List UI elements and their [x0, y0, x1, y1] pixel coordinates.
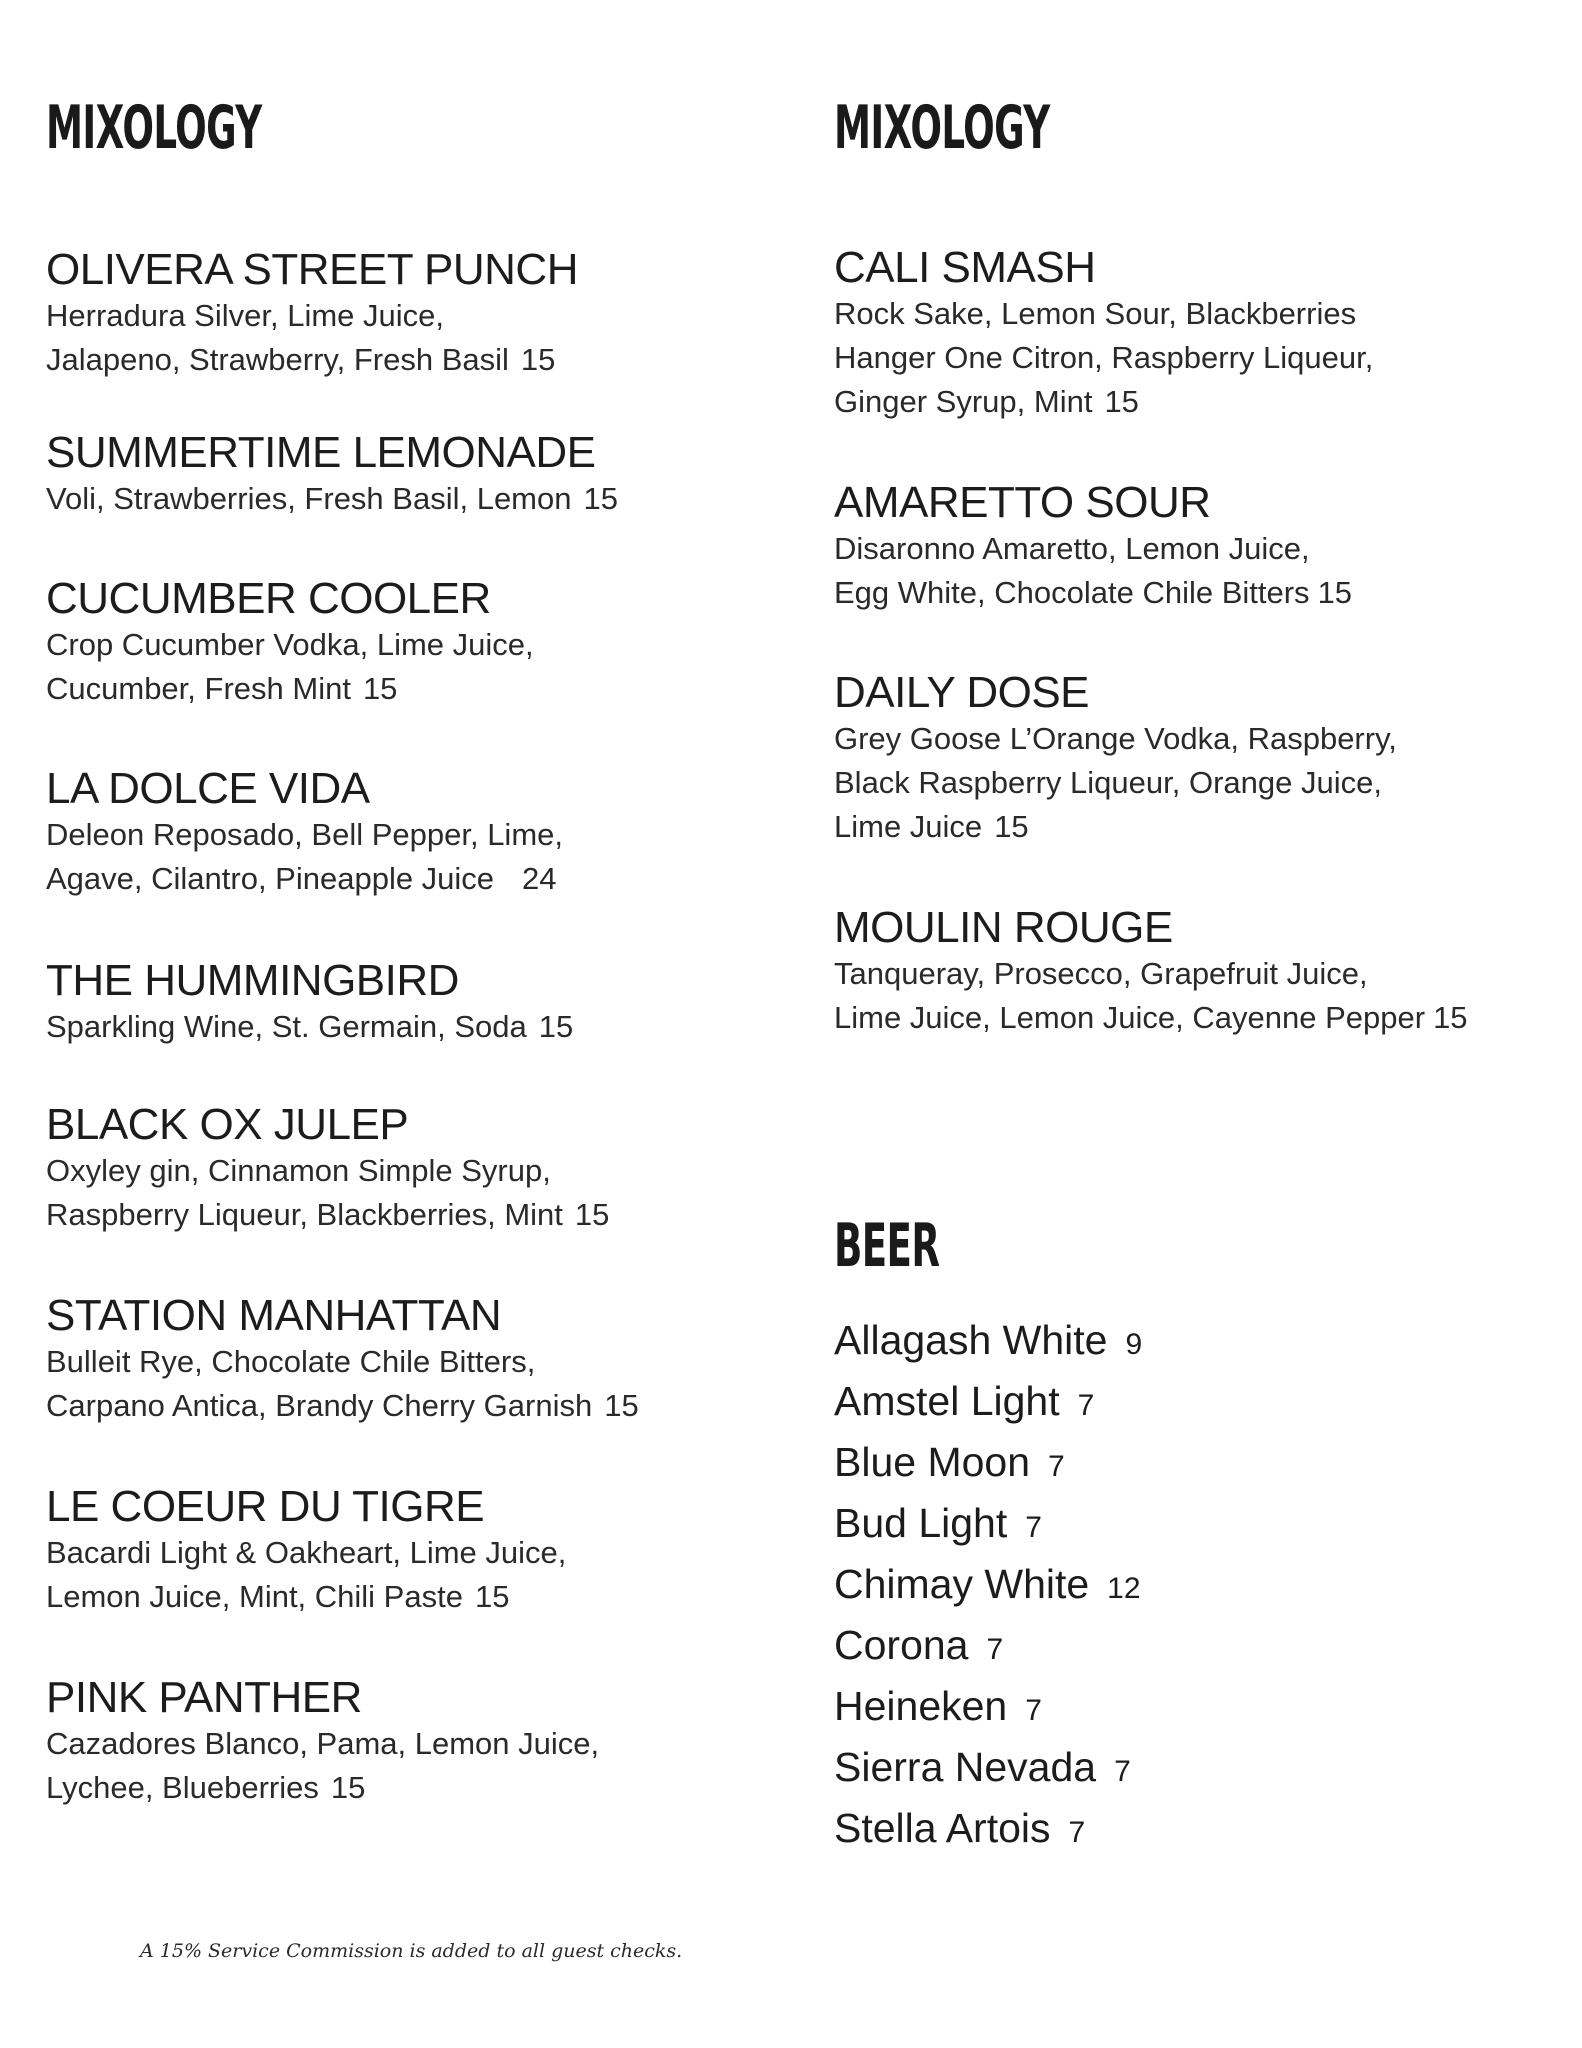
- menu-item-description: [834, 952, 1534, 1040]
- menu-item-name: BLACK OX JULEP: [46, 1100, 409, 1149]
- beer-item: [834, 1556, 1434, 1617]
- beer-item: [834, 1373, 1434, 1434]
- beer-item: [834, 1739, 1434, 1800]
- description-line: Cazadores Blanco, Pama, Lemon Juice,: [46, 1726, 600, 1761]
- service-commission-note: A 15% Service Commission is added to all guest checks.: [140, 1940, 683, 1962]
- menu-item-price: 24: [522, 861, 557, 896]
- menu-item-description: [834, 292, 1534, 424]
- description-line: Bulleit Rye, Chocolate Chile Bitters,: [46, 1344, 536, 1379]
- description-line: Oxyley gin, Cinnamon Simple Syrup,: [46, 1153, 551, 1188]
- menu-item-amaretto-sour: [834, 477, 1534, 615]
- description-line: Carpano Antica, Brandy Cherry Garnish: [46, 1388, 593, 1423]
- menu-item-station-manhattan: [46, 1290, 746, 1428]
- beer-price: 9: [1125, 1328, 1143, 1361]
- beer-price: 7: [1077, 1389, 1095, 1422]
- menu-item-name: AMARETTO SOUR: [834, 478, 1211, 527]
- menu-item-price: 15: [1433, 1000, 1468, 1035]
- description-line: Raspberry Liqueur, Blackberries, Mint: [46, 1197, 563, 1232]
- description-line: Grey Goose L’Orange Vodka, Raspberry,: [834, 721, 1397, 756]
- beer-price: 7: [1068, 1816, 1086, 1849]
- description-line: Lime Juice: [834, 809, 983, 844]
- description-line: Egg White, Chocolate Chile Bitters: [834, 575, 1310, 610]
- menu-item-description: [46, 1149, 746, 1237]
- description-line: Hanger One Citron, Raspberry Liqueur,: [834, 340, 1374, 375]
- menu-item-name: MOULIN ROUGE: [834, 903, 1173, 952]
- beer-item: [834, 1495, 1434, 1556]
- description-line: Crop Cucumber Vodka, Lime Juice,: [46, 627, 534, 662]
- description-line: Voli, Strawberries, Fresh Basil, Lemon: [46, 481, 572, 516]
- menu-item-black-ox-julep: [46, 1099, 746, 1237]
- menu-item-price: 15: [1317, 575, 1353, 610]
- menu-item-description: [46, 1340, 746, 1428]
- menu-item-description: [834, 527, 1534, 615]
- beer-price: 7: [1025, 1694, 1042, 1727]
- menu-item-olivera-street-punch: [46, 244, 746, 382]
- menu-item-price: 15: [474, 1579, 510, 1614]
- description-line: Black Raspberry Liqueur, Orange Juice,: [834, 765, 1382, 800]
- menu-item-price: 15: [330, 1770, 366, 1805]
- description-line: Deleon Reposado, Bell Pepper, Lime,: [46, 817, 563, 852]
- menu-item-moulin-rouge: [834, 902, 1534, 1040]
- menu-item-daily-dose: [834, 667, 1534, 849]
- menu-item-description: [834, 717, 1534, 849]
- description-line: Lychee, Blueberries: [46, 1770, 319, 1805]
- menu-item-name: THE HUMMINGBIRD: [46, 956, 459, 1005]
- menu-item-name: SUMMERTIME LEMONADE: [46, 428, 596, 477]
- menu-item-name: OLIVERA STREET PUNCH: [46, 245, 578, 294]
- beer-price: 12: [1107, 1572, 1141, 1605]
- menu-item-la-dolce-vida: [46, 763, 746, 901]
- beer-item: [834, 1434, 1434, 1495]
- menu-item-name: PINK PANTHER: [46, 1673, 362, 1722]
- description-line: Lemon Juice, Mint, Chili Paste: [46, 1579, 463, 1614]
- menu-item-price: 15: [362, 671, 398, 706]
- menu-item-name: DAILY DOSE: [834, 668, 1090, 717]
- description-line: Agave, Cilantro, Pineapple Juice: [46, 861, 495, 896]
- menu-item-cucumber-cooler: [46, 573, 746, 711]
- menu-item-description: [46, 1005, 746, 1049]
- description-line: Sparkling Wine, St. Germain, Soda: [46, 1009, 527, 1044]
- menu-item-summertime-lemonade: [46, 427, 746, 521]
- menu-item-description: [46, 294, 746, 382]
- beer-item: [834, 1617, 1434, 1678]
- menu-item-name: STATION MANHATTAN: [46, 1291, 502, 1340]
- description-line: Ginger Syrup, Mint: [834, 384, 1093, 419]
- menu-item-description: [46, 477, 746, 521]
- menu-item-name: CALI SMASH: [834, 243, 1096, 292]
- description-line: Tanqueray, Prosecco, Grapefruit Juice,: [834, 956, 1368, 991]
- menu-item-name: CUCUMBER COOLER: [46, 574, 491, 623]
- menu-item-price: 15: [994, 809, 1029, 844]
- description-line: Lime Juice, Lemon Juice, Cayenne Pepper: [834, 1000, 1426, 1035]
- menu-item-price: 15: [604, 1388, 639, 1423]
- beer-name: Stella Artois: [834, 1805, 1051, 1851]
- menu-item-cali-smash: [834, 242, 1534, 424]
- menu-item-price: 15: [520, 342, 556, 377]
- menu-item-name: LE COEUR DU TIGRE: [46, 1482, 485, 1531]
- beer-item: [834, 1800, 1434, 1861]
- description-line: Rock Sake, Lemon Sour, Blackberries: [834, 296, 1357, 331]
- beer-item: [834, 1312, 1434, 1373]
- beer-name: Sierra Nevada: [834, 1744, 1097, 1790]
- description-line: Bacardi Light & Oakheart, Lime Juice,: [46, 1535, 567, 1570]
- menu-item-description: [46, 1722, 746, 1810]
- section-title-beer: BEER: [834, 1211, 940, 1281]
- menu-item-the-hummingbird: [46, 955, 746, 1049]
- beer-price: 7: [1025, 1511, 1042, 1544]
- menu-item-name: LA DOLCE VIDA: [46, 764, 370, 813]
- menu-item-description: [46, 623, 746, 711]
- menu-item-le-coeur-du-tigre: [46, 1481, 746, 1619]
- menu-item-price: 15: [574, 1197, 610, 1232]
- menu-item-price: 15: [583, 481, 618, 516]
- beer-item: [834, 1678, 1434, 1739]
- beer-list: [834, 1312, 1434, 1861]
- beer-name: Bud Light: [834, 1500, 1008, 1546]
- menu-item-price: 15: [538, 1009, 574, 1044]
- description-line: Disaronno Amaretto, Lemon Juice,: [834, 531, 1310, 566]
- description-line: Cucumber, Fresh Mint: [46, 671, 351, 706]
- description-line: Jalapeno, Strawberry, Fresh Basil: [46, 342, 509, 377]
- beer-name: Allagash White: [834, 1317, 1108, 1363]
- beer-name: Chimay White: [834, 1561, 1090, 1607]
- menu-item-pink-panther: [46, 1672, 746, 1810]
- beer-price: 7: [986, 1633, 1004, 1666]
- menu-item-price: 15: [1104, 384, 1139, 419]
- beer-price: 7: [1048, 1450, 1065, 1483]
- beer-price: 7: [1114, 1755, 1131, 1788]
- description-line: Herradura Silver, Lime Juice,: [46, 298, 444, 333]
- section-title-mixology-left: MIXOLOGY: [46, 93, 262, 163]
- beer-name: Blue Moon: [834, 1439, 1031, 1485]
- beer-name: Corona: [834, 1622, 969, 1668]
- menu-item-description: [46, 1531, 746, 1619]
- menu-item-description: [46, 813, 746, 901]
- beer-name: Heineken: [834, 1683, 1008, 1729]
- section-title-mixology-right: MIXOLOGY: [834, 93, 1050, 163]
- beer-name: Amstel Light: [834, 1378, 1060, 1424]
